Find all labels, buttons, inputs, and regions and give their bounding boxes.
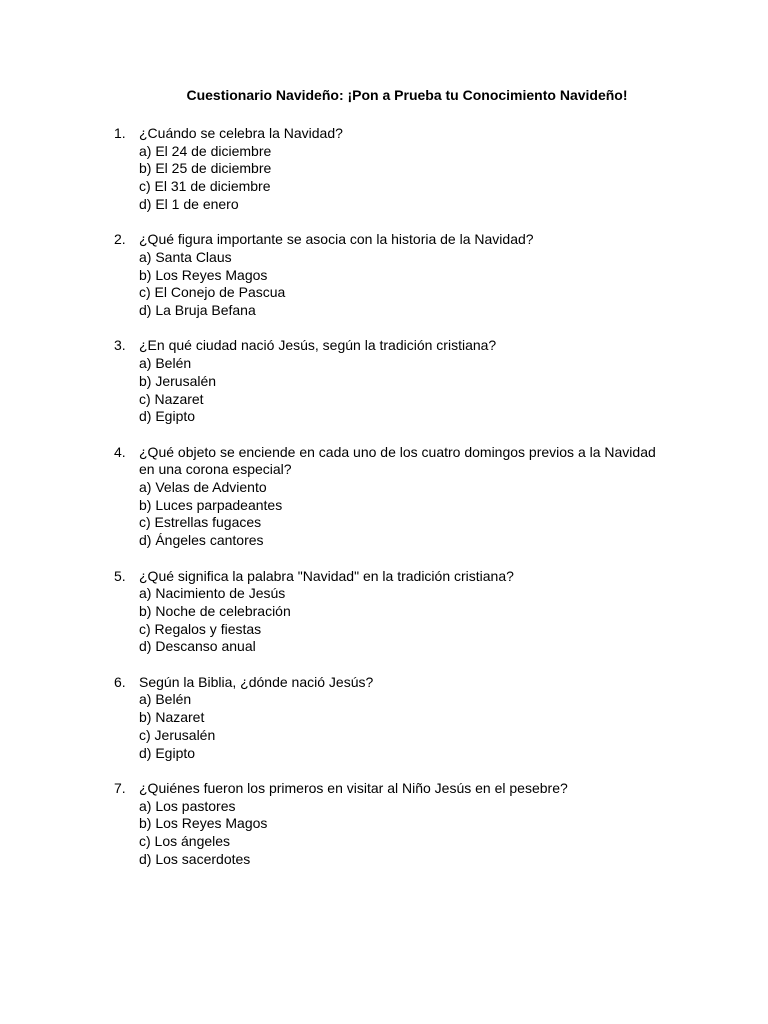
option-list [139,249,674,320]
question-number: 6. [114,673,126,690]
option-a: a) Nacimiento de Jesús [139,585,286,602]
option-a: a) Velas de Adviento [139,479,267,496]
option-c: c) Regalos y fiestas [139,620,262,637]
question-item [114,231,674,320]
question-item [114,674,674,763]
question-item [114,568,674,657]
question-number: 3. [114,337,126,354]
option-d: d) Egipto [139,408,196,425]
option-a: a) Belén [139,355,192,372]
question-text: ¿Qué objeto se enciende en cada uno de los cuatro domingos previos a la Navidad en una corona especial? [139,443,656,478]
question-text: ¿Quiénes fueron los primeros en visitar al Niño Jesús en el pesebre? [139,779,568,796]
question-item [114,780,674,869]
option-b: b) Jerusalén [139,372,217,389]
option-c: c) El 31 de diciembre [139,178,271,195]
option-c: c) Los ángeles [139,833,231,850]
question-text: ¿Qué significa la palabra "Navidad" en la tradición cristiana? [139,567,514,584]
question-item [114,444,674,550]
question-item [114,337,674,426]
option-d: d) El 1 de enero [139,195,239,212]
option-a: a) Belén [139,691,192,708]
question-number: 1. [114,125,126,141]
question-number: 7. [114,779,126,796]
option-a: a) El 24 de diciembre [139,142,272,159]
option-list [139,143,674,214]
option-b: b) Noche de celebración [139,602,291,619]
option-d: d) Egipto [139,744,196,761]
option-c: c) Jerusalén [139,726,216,743]
question-text: ¿Qué figura importante se asocia con la historia de la Navidad? [139,231,534,248]
question-number: 5. [114,567,126,584]
question-text: ¿Cuándo se celebra la Navidad? [139,125,343,141]
option-b: b) Nazaret [139,709,205,726]
option-a: a) Santa Claus [139,248,232,265]
option-b: b) El 25 de diciembre [139,160,272,177]
option-c: c) El Conejo de Pascua [139,284,286,301]
question-list [114,125,674,886]
option-list [139,479,674,550]
question-number: 4. [114,443,126,460]
option-c: c) Nazaret [139,390,204,407]
option-list [139,585,674,656]
option-d: d) Los sacerdotes [139,850,251,867]
option-d: d) Descanso anual [139,638,256,655]
option-b: b) Luces parpadeantes [139,496,283,513]
option-d: d) Ángeles cantores [139,532,264,549]
question-item [114,125,674,214]
option-list [139,691,674,762]
option-c: c) Estrellas fugaces [139,514,262,531]
option-b: b) Los Reyes Magos [139,266,268,283]
question-text: Según la Biblia, ¿dónde nació Jesús? [139,673,374,690]
option-a: a) Los pastores [139,797,236,814]
question-number: 2. [114,231,126,248]
option-list [139,355,674,426]
document-title: Cuestionario Navideño: ¡Pon a Prueba tu Conocimiento Navideño! [186,87,628,103]
option-b: b) Los Reyes Magos [139,815,268,832]
option-d: d) La Bruja Befana [139,302,256,319]
option-list [139,798,674,869]
question-text: ¿En qué ciudad nació Jesús, según la tradición cristiana? [139,337,497,354]
